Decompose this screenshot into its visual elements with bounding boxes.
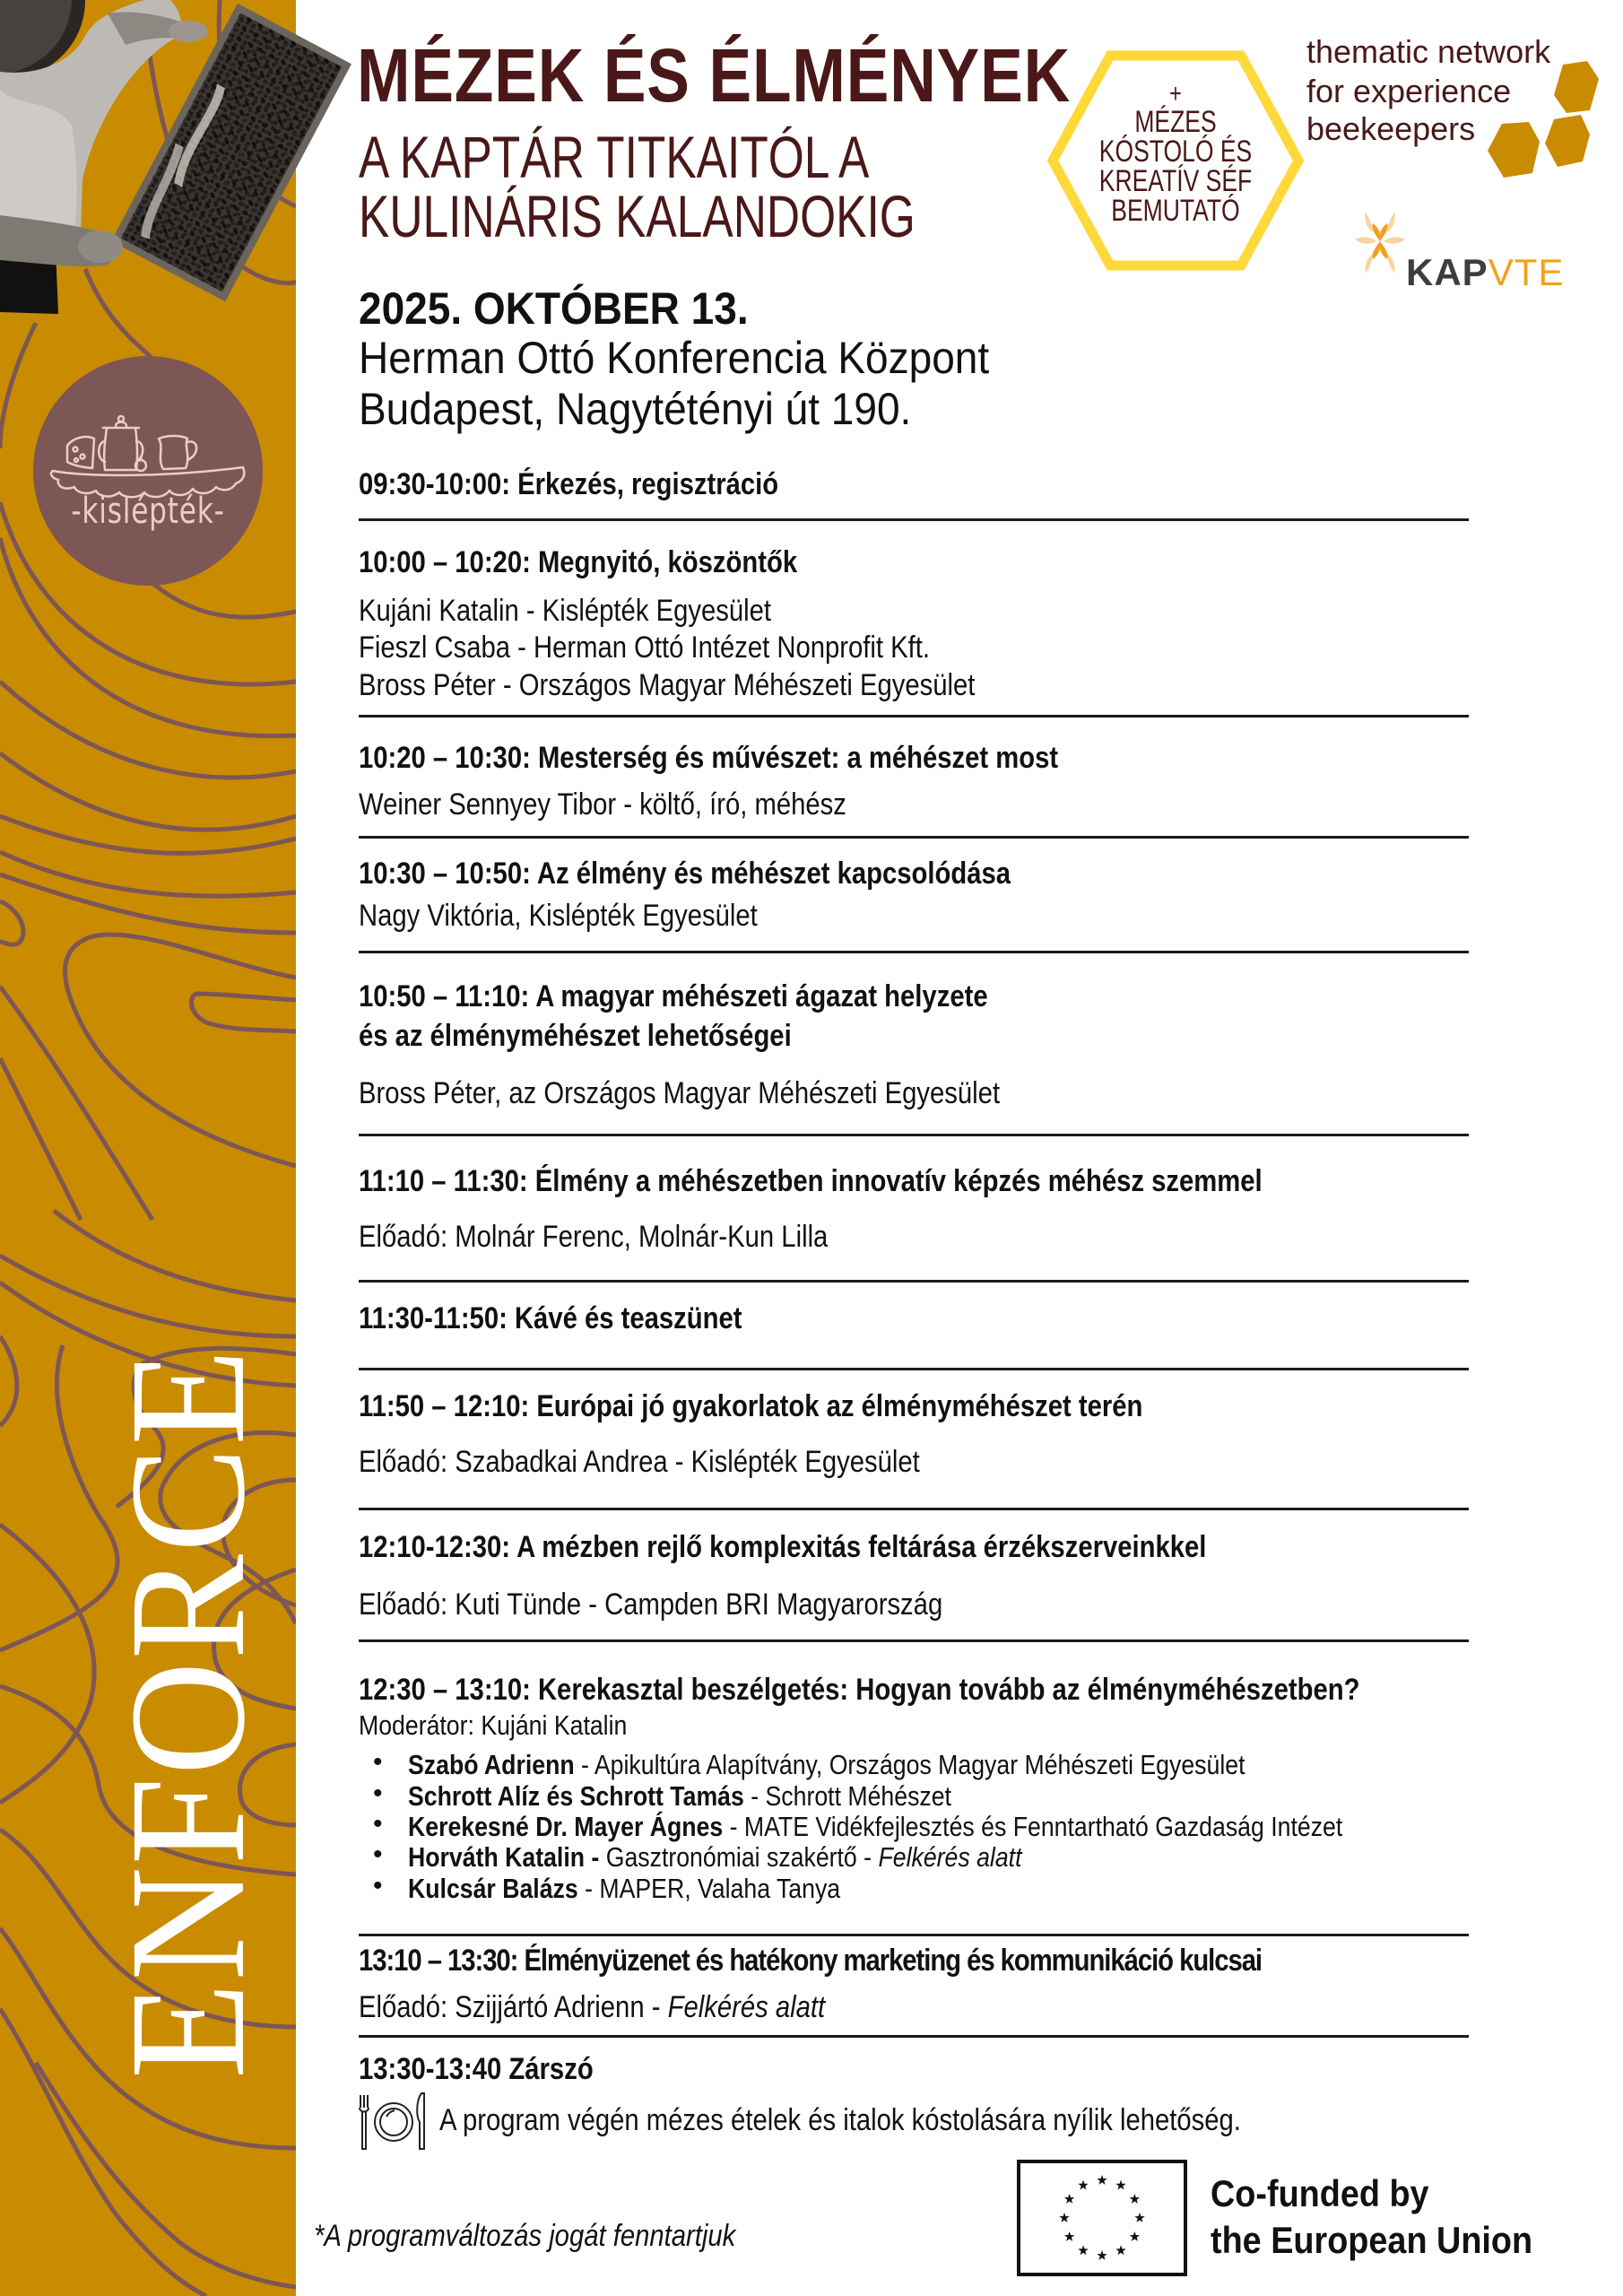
speaker-line: Nagy Viktória, Kislépték Egyesület: [359, 899, 758, 933]
tasting-note: A program végén mézes ételek és italok kóstolására nyílik lehetőség.: [439, 2103, 1241, 2137]
panelist-name: Kerekesné Dr. Mayer Ágnes: [408, 1811, 724, 1842]
badge-line-4: BEMUTATÓ: [1111, 194, 1240, 228]
panelist-affiliation: Apikultúra Alapítvány, Országos Magyar Méhészeti Egyesület: [594, 1749, 1245, 1780]
event-title: MÉZEK ÉS ÉLMÉNYEK: [357, 33, 1071, 117]
divider: [359, 1368, 1469, 1370]
badge-line-1: MÉZES: [1134, 105, 1217, 139]
eu-star: [1078, 2245, 1088, 2255]
panelist-affiliation: MATE Vidékfejlesztés és Fenntartható Gazdaság Intézet: [743, 1811, 1343, 1842]
schedule-item-header: 13:30-13:40 Zárszó: [359, 2052, 594, 2086]
panelist-affiliation: MAPER, Valaha Tanya: [599, 1873, 841, 1904]
divider: [359, 836, 1469, 839]
eu-star: [1097, 2175, 1107, 2185]
divider: [359, 1934, 1469, 1936]
eu-flag: [1017, 2160, 1187, 2276]
moderator-line: Moderátor: Kujáni Katalin: [359, 1709, 628, 1741]
kislepték-logo: [33, 356, 263, 586]
kapvte-wordmark: [1406, 251, 1564, 294]
event-subtitle-line-2: KULINÁRIS KALANDOKIG: [359, 183, 916, 249]
speaker-line: Előadó: Szijjártó Adrienn -: [359, 1990, 668, 2024]
event-date: 2025. OKTÓBER 13.: [359, 283, 749, 334]
enforce-text: ENFORCE: [96, 1347, 280, 2079]
eu-star: [1064, 2194, 1074, 2204]
schedule-item-header: 10:30 – 10:50: Az élmény és méhészet kapcsolódása: [359, 857, 1011, 891]
thematic-network-line-2: for experience: [1306, 73, 1512, 109]
status-note: Felkérés alatt: [667, 1990, 826, 2024]
panelist-name: Schrott Alíz és Schrott Tamás: [408, 1780, 744, 1812]
kap-text: KAP: [1406, 251, 1488, 293]
panelist-name: Szabó Adrienn: [408, 1749, 575, 1780]
bullet-icon: •: [373, 1809, 383, 1839]
bullet-icon: •: [373, 1871, 383, 1900]
enforce-vertical-wordmark: [96, 1229, 280, 2197]
panelist-affiliation: Gasztronómiai szakértő -: [605, 1841, 879, 1873]
divider: [359, 1280, 1469, 1283]
schedule-item-header: 11:10 – 11:30: Élmény a méhészetben innovatív képzés méhész szemmel: [359, 1164, 1263, 1198]
panelist-name: Horváth Katalin -: [408, 1841, 600, 1873]
separator: -: [723, 1811, 744, 1842]
badge-line-3: KREATÍV SÉF: [1098, 164, 1253, 198]
schedule-item-header: 12:30 – 13:10: Kerekasztal beszélgetés: Hogyan tovább az élményméhészetben?: [359, 1673, 1360, 1707]
schedule-item-header: 12:10-12:30: A mézben rejlő komplexitás feltárása érzékszerveinkkel: [359, 1530, 1207, 1564]
schedule-item-header: 10:00 – 10:20: Megnyitó, köszöntők: [359, 545, 798, 579]
panelist-affiliation: Schrott Méhészet: [765, 1780, 951, 1812]
badge-line-2: KÓSTOLÓ ÉS: [1098, 135, 1253, 169]
eu-star: [1115, 2245, 1125, 2255]
divider: [359, 951, 1469, 953]
kislepték-wordmark: -kislépték-: [71, 491, 225, 532]
schedule-item-header: 10:20 – 10:30: Mesterség és művészet: a méhészet most: [359, 741, 1059, 775]
beekeeper-photo: [0, 0, 332, 323]
divider: [359, 1508, 1469, 1510]
schedule-item-header: 11:30-11:50: Kávé és teaszünet: [359, 1301, 742, 1335]
divider: [359, 1639, 1469, 1642]
status-note: Felkérés alatt: [878, 1841, 1022, 1873]
event-subtitle-line-1: A KAPTÁR TITKAITÓL A: [359, 124, 870, 190]
speaker-line: Előadó: Szabadkai Andrea - Kislépték Egyesület: [359, 1445, 920, 1479]
eu-star: [1134, 2213, 1144, 2222]
vte-text: VTE: [1488, 251, 1565, 293]
divider: [359, 2035, 1469, 2038]
plate-cutlery-icon: [357, 2092, 430, 2152]
eu-star: [1130, 2194, 1140, 2204]
speaker-line: Előadó: Molnár Ferenc, Molnár-Kun Lilla: [359, 1220, 829, 1254]
table-with-jugs-icon: [33, 356, 263, 586]
divider: [359, 518, 1469, 521]
eu-cofunded-line-1: Co-funded by: [1211, 2172, 1429, 2214]
bullet-icon: •: [373, 1839, 383, 1869]
thematic-network-line-3: beekeepers: [1306, 110, 1476, 147]
schedule-item-header: 10:50 – 11:10: A magyar méhészeti ágazat helyzete: [359, 979, 988, 1013]
schedule-item-header: 11:50 – 12:10: Európai jó gyakorlatok az élményméhészet terén: [359, 1389, 1143, 1423]
speaker-line: Fieszl Csaba - Herman Ottó Intézet Nonprofit Kft.: [359, 631, 931, 665]
panelist-name: Kulcsár Balázs: [408, 1873, 578, 1904]
eu-star: [1064, 2231, 1074, 2241]
eu-stars-icon: [1020, 2163, 1184, 2273]
honeycomb-cells-icon: [1484, 61, 1605, 178]
bullet-icon: •: [373, 1747, 383, 1777]
eu-star: [1059, 2213, 1069, 2222]
badge-plus: +: [1169, 79, 1182, 109]
eu-cofunded-line-2: the European Union: [1211, 2219, 1533, 2261]
event-venue: Herman Ottó Konferencia Központ: [359, 333, 990, 383]
separator: [599, 1841, 605, 1873]
eu-star: [1115, 2180, 1125, 2190]
bullet-icon: •: [373, 1779, 383, 1808]
speaker-line: Bross Péter - Országos Magyar Méhészeti Egyesület: [359, 668, 976, 702]
divider: [359, 715, 1469, 718]
schedule-item-header: 09:30-10:00: Érkezés, regisztráció: [359, 467, 779, 501]
speaker-line: Weiner Sennyey Tibor - költő, író, méhész: [359, 787, 846, 822]
eu-star: [1097, 2250, 1107, 2260]
schedule-item-header: 13:10 – 13:30: Élményüzenet és hatékony marketing és kommunikáció kulcsai: [359, 1944, 1263, 1978]
divider: [359, 1134, 1469, 1136]
schedule-item-header-continued: és az élményméhészet lehetőségei: [359, 1019, 792, 1053]
eu-star: [1130, 2231, 1140, 2241]
thematic-network-line-1: thematic network: [1306, 33, 1551, 70]
sidebar-band: [0, 0, 296, 2296]
speaker-line: Előadó: Kuti Tünde - Campden BRI Magyarország: [359, 1587, 943, 1622]
event-address: Budapest, Nagytétényi út 190.: [359, 384, 912, 434]
eu-star: [1078, 2180, 1088, 2190]
separator: -: [743, 1780, 766, 1812]
separator: -: [574, 1749, 595, 1780]
disclaimer-note: *A programváltozás jogát fenntartjuk: [314, 2219, 736, 2253]
speaker-line: Kujáni Katalin - Kislépték Egyesület: [359, 594, 771, 628]
speaker-line: Bross Péter, az Országos Magyar Méhészeti Egyesület: [359, 1076, 1001, 1110]
separator: -: [577, 1873, 600, 1904]
